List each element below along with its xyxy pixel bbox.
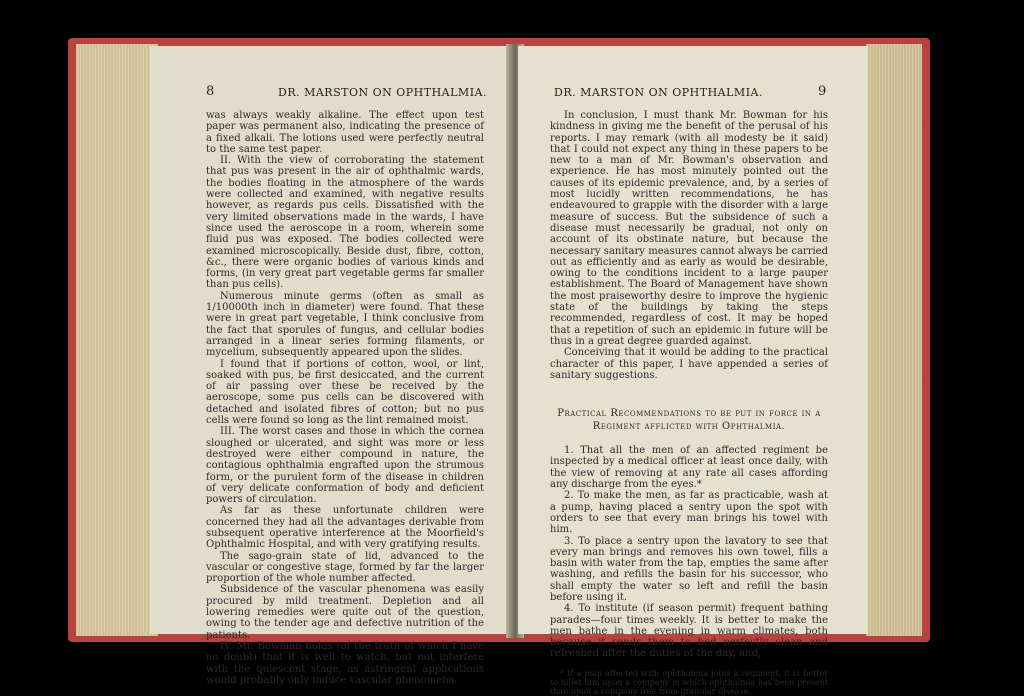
running-head: DR. MARSTON ON OPHTHALMIA. (554, 86, 763, 99)
paragraph: As far as these unfortunate children were concerned they had all the advantages derivable from subsequent operative interference at the Moorfield's Ophthalmic Hospital, and with very gratifying results. (206, 505, 484, 551)
right-body-text (550, 110, 828, 696)
right-page (518, 46, 868, 696)
page-number: 9 (818, 84, 827, 99)
paragraph: Subsidence of the vascular phenomena was easily procured by mild treatment. Depletion and all lowering remedies were quite out of the question, owing to the tender age and defective nutrition of the patients. (206, 584, 484, 641)
left-body-text (206, 110, 484, 686)
recommendation: 2. To make the men, as far as practicable, wash at a pump, having placed a sentry upon the spot with orders to see that every man brings his towel with him. (550, 490, 828, 536)
recommendation: 4. To institute (if season permit) frequent bathing parades—four times weekly. It is better to make the men bathe in the evening in warm climates, both because it sends them to bed perfectly clean and refreshed after the duties of the day, and, (550, 603, 828, 660)
paragraph: IV. Mr. Bowman holds (of the truth of which I have no doubt) that it is well to watch, but not interfere with the quiescent stage, as astringent applications would probably only induce vascular phenomena. (206, 640, 484, 686)
paragraph: The sago-grain state of lid, advanced to the vascular or congestive stage, formed by far the larger proportion of the whole number affected. (206, 550, 484, 585)
running-head: DR. MARSTON ON OPHTHALMIA. (278, 86, 487, 99)
footnote-text: * If a man affected with ophthalmia joins a regiment, it is better to billet him upon a company in which ophthalmia has been present than upon a company free from granular disease. (550, 668, 828, 696)
paragraph: III. The worst cases and those in which the cornea sloughed or ulcerated, and sight was more or less destroyed were either compound in nature, the contagious ophthalmia engrafted upon the strumous form, or the purulent form of the disease in children of very delicate conformation of body and deficient powers of circulation. (206, 426, 484, 506)
footnote (550, 669, 828, 696)
recommendation: 1. That all the men of an affected regiment be inspected by a medical officer at least once daily, with the view of removing at any rate all cases affording any discharge from the eyes.* (550, 445, 828, 491)
section-heading-line: Practical Recommendations to be put in force in a (557, 408, 821, 420)
section-heading-line: Regiment afflicted with Ophthalmia. (592, 421, 786, 433)
paragraph: was always weakly alkaline. The effect upon test paper was permanent also, indicating the presence of a fixed alkali. The lotions used were perfectly neutral to the same test paper. (206, 110, 484, 155)
section-heading (550, 407, 828, 433)
paragraph: II. With the view of corroborating the statement that pus was present in the air of ophthalmic wards, the bodies floating in the atmosphere of the wards were collected and examined, with negative results however, as regards pus cells. Dissatisfied with the very limited observations made in the wards, I have since used the aeroscope in a room, wherein some fluid pus was exposed. The bodies collected were examined microscopically. Beside dust, fibre, cotton, &c., there were organic bodies of various kinds and forms, (in very great part vegetable germs far smaller than pus cells). (206, 155, 484, 291)
left-page (150, 46, 512, 686)
paragraph: I found that if portions of cotton, wool, or lint, soaked with pus, be first desiccated, and the current of air passing over these be received by the aeroscope, some pus cells can be discovered with detached and isolated fibres of cotton; but no pus cells were found so long as the lint remained moist. (206, 358, 484, 427)
recommendation: 3. To place a sentry upon the lavatory to see that every man brings and removes his own towel, fills a basin with water from the tap, empties the same after washing, and refills the basin for his successor, who shall empty the water so left and refill the basin before using it. (550, 535, 828, 603)
page-number: 8 (206, 84, 215, 99)
page-edges-right (866, 44, 922, 636)
page-edges-left (76, 44, 158, 636)
paragraph: In conclusion, I must thank Mr. Bowman for his kindness in giving me the benefit of the perusal of his reports. I may remark (with all modesty be it said) that I could not expect any thing in these papers to be new to a man of Mr. Bowman's observation and experience. He has most minutely pointed out the causes of its epidemic prevalence, and, by a series of most lucidly written recommendations, he has endeavoured to grapple with the disorder with a large measure of success. But the subsidence of such a disease must necessarily be gradual, not only on account of its obstinate nature, but because the necessary sanitary measures cannot always be carried out as efficiently and as early as would be desirable, owing to the conditions incident to a large pauper establishment. The Board of Management have shown the most praiseworthy desire to improve the hygienic state of the buildings by taking the steps recommended, regardless of cost. It may be hoped that a repetition of such an epidemic in future will be thus in a great degree guarded against. (550, 110, 828, 347)
paragraph: Conceiving that it would be adding to the practical character of this paper, I have appended a series of sanitary suggestions. (550, 347, 828, 381)
paragraph: Numerous minute germs (often as small as 1/10000th inch in diameter) were found. That these were in great part vegetable, I think conclusive from the fact that sporules of fungus, and cellular bodies arranged in a linear series forming filaments, or mycelium, subsequently appeared upon the slides. (206, 290, 484, 359)
